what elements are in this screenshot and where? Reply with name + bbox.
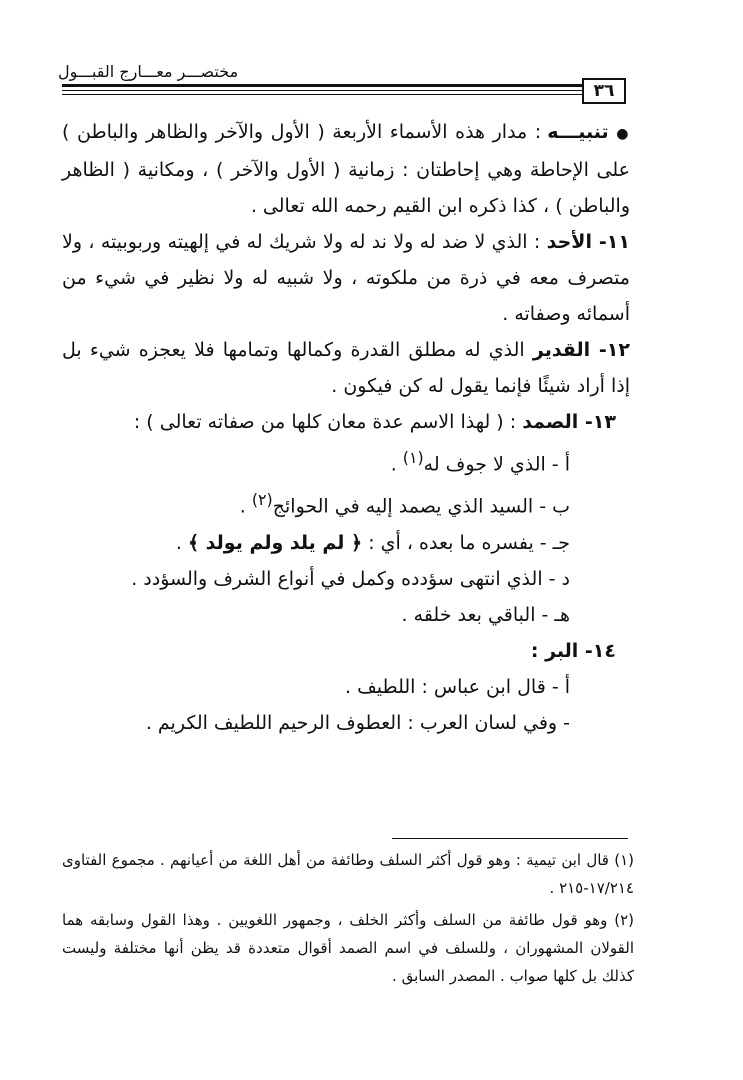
item-14 [62,633,630,669]
header-rule-thin [62,90,582,91]
item-13-e-text: هـ - الباقي بعد خلقه . [401,603,570,626]
item-14-a [62,669,630,705]
footnote-1 [62,846,634,902]
tanbih-paragraph [62,114,630,224]
item-13-text: : ( لهذا الاسم عدة معان كلها من صفاته تعالى ) : [133,411,523,433]
item-11-label: ١١- الأحد [546,231,630,253]
item-12-text: الذي له مطلق القدرة وكمالها وتمامها فلا يعجزه شيء بل إذا أراد شيئًا فإنما يقول له كن فيكون . [62,339,630,397]
item-13-b-text: ب - السيد الذي يصمد إليه في الحوائج [272,495,570,518]
header-rule-thin-2 [62,94,582,95]
bullet-icon: ● [616,126,630,142]
quran-verse: ﴿ لم يلد ولم يولد ﴾ [187,531,363,554]
footnote-separator [392,838,628,839]
page-number: ٣٦ [582,78,626,104]
item-11-text: : الذي لا ضد له ولا ند له ولا شريك له في إلهيته وربوبيته ، ولا متصرف معه في ذرة من ملكوته ، ولا شبيه له ولا نظير في شيء من أسمائه وصفاته . [62,231,630,325]
item-13-e [62,597,630,633]
item-13-a: أ - الذي لا جوف له$^{(١)}$ . [390,448,570,476]
footnote-ref-2[interactable]: (٢) [251,490,273,510]
running-header-title: مختصـــر معـــارج القبـــول [58,62,239,81]
footnote-2-text: وهو قول طائفة من السلف وأكثر الخلف ، وجمهور اللغويين . وهذا القول وسابقه هما القولان المشهوران ، وللسلف في اسم الصمد أقوال متعددة قد يظن أنها مختلفة وليست كذلك بل كلها صواب . المصدر السابق . [62,911,634,985]
item-13-c-text: جـ - يفسره ما بعده ، أي : [362,531,570,554]
item-12 [62,332,630,404]
footnote-1-text: قال ابن تيمية : وهو قول أكثر السلف وطائفة من أهل اللغة من أعيانهم . مجموع الفتاوى ١٧/٢١٤-٢١٥ . [62,851,634,897]
item-13-label: ١٣- الصمد [522,411,616,433]
item-13-b: ب - السيد الذي يصمد إليه في الحوائج$^{(٢)}$ . [239,490,570,518]
item-13-d-text: د - الذي انتهى سؤدده وكمل في أنواع الشرف والسؤدد . [131,567,570,590]
tanbih-label: تنبيـــه [547,121,609,143]
footnote-2-number: (٢) [614,911,634,929]
footnotes [62,846,634,994]
item-13 [62,404,630,440]
main-text [62,114,630,741]
item-14-b-text: - وفي لسان العرب : العطوف الرحيم اللطيف الكريم . [145,711,570,734]
item-13-d [62,561,630,597]
tanbih-text: : مدار هذه الأسماء الأربعة ( الأول والآخر والظاهر والباطن ) على الإحاطة وهي إحاطتان : زمانية ( الأول والآخر ) ، ومكانية ( الظاهر والباطن ) ، كذا ذكره ابن القيم رحمه الله تعالى . [62,121,630,217]
item-13-a-text: أ - الذي لا جوف له [423,453,570,476]
footnote-1-number: (١) [614,851,634,869]
item-14-b [62,705,630,741]
footnote-2 [62,906,634,990]
footnote-ref-1[interactable]: (١) [402,448,424,467]
item-12-label: ١٢- القدير [532,339,630,361]
header-rule-thick [62,84,582,87]
item-13-c: جـ - يفسره ما بعده ، أي : ﴿ لم يلد ولم يولد ﴾ . [175,531,570,554]
item-14-a-text: أ - قال ابن عباس : اللطيف . [345,675,570,698]
item-14-label: ١٤- البر : [530,639,616,662]
item-11 [62,224,630,332]
